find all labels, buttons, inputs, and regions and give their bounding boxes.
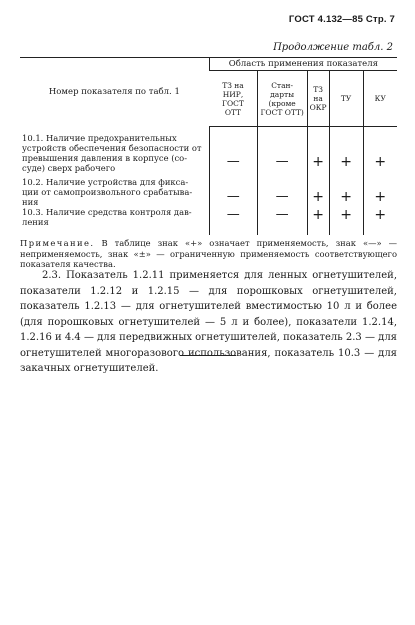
- mark-standards: —: [257, 207, 307, 235]
- mark-tu: +: [329, 207, 363, 235]
- row-description: 10.3. Наличие средства контроля дав- ления: [22, 206, 192, 227]
- row-description: 10.1. Наличие предохранительных устройств обеспечения безопасности от превышения давления в корпусе (со- суде) сверх рабочего: [22, 132, 202, 173]
- column-header-indicator: Номер показателя по табл. 1: [20, 58, 209, 127]
- mark-okr: +: [307, 127, 329, 177]
- column-header-area: Область применения показателя: [209, 58, 397, 71]
- mark-tu: +: [329, 177, 363, 207]
- mark-okr: +: [307, 177, 329, 207]
- mark-okr: +: [307, 207, 329, 235]
- sub-header-ku: КУ: [363, 71, 397, 127]
- end-rule: [180, 355, 236, 356]
- sub-header-standards: Стан- дарты (кроме ГОСТ ОТТ): [257, 71, 307, 127]
- sub-header-tu: ТУ: [329, 71, 363, 127]
- note-text: В таблице знак «+» означает применяемость, знак «—» — неприменяемость, знак «±» — ограниченную применяемость соответствующего показателя качества.: [20, 238, 397, 269]
- table-note: [20, 238, 397, 270]
- mark-nir: —: [209, 207, 257, 235]
- mark-nir: —: [209, 177, 257, 207]
- mark-ku: +: [363, 207, 397, 235]
- note-label: Примечание.: [20, 238, 95, 248]
- mark-ku: +: [363, 177, 397, 207]
- mark-standards: —: [257, 177, 307, 207]
- mark-ku: +: [363, 127, 397, 177]
- table-row: [20, 127, 397, 177]
- body-paragraph: [20, 268, 397, 377]
- page-header: ГОСТ 4.132—85 Стр. 7: [288, 14, 395, 25]
- sub-header-nir: ТЗ на НИР, ГОСТ ОТТ: [209, 71, 257, 127]
- table-continuation-label: Продолжение табл. 2: [273, 42, 393, 53]
- sub-header-okr: ТЗ на ОКР: [307, 71, 329, 127]
- mark-standards: —: [257, 127, 307, 177]
- table-row: [20, 207, 397, 235]
- paragraph-text: 2.3. Показатель 1.2.11 применяется для ленных огнетушителей, показатели 1.2.12 и 1.2.15 — для порошковых огнетушителей, показатель 1.2.13 — для огнетушителей вместимостью 10 л и более (для порошковых огнетушителей — 5 л и более), показатели 1.2.14, 1.2.16 и 4.4 — для передвижных огнетушителей, показатель 2.3 — для огнетушителей многоразового использования, показатель 10.3 — для закачных огнетушителей.: [20, 270, 397, 374]
- applicability-table: [20, 57, 397, 235]
- table-row: [20, 177, 397, 207]
- mark-tu: +: [329, 127, 363, 177]
- mark-nir: —: [209, 127, 257, 177]
- row-description: 10.2. Наличие устройства для фикса- ции от самопроизвольного срабатыва- ния: [22, 176, 193, 207]
